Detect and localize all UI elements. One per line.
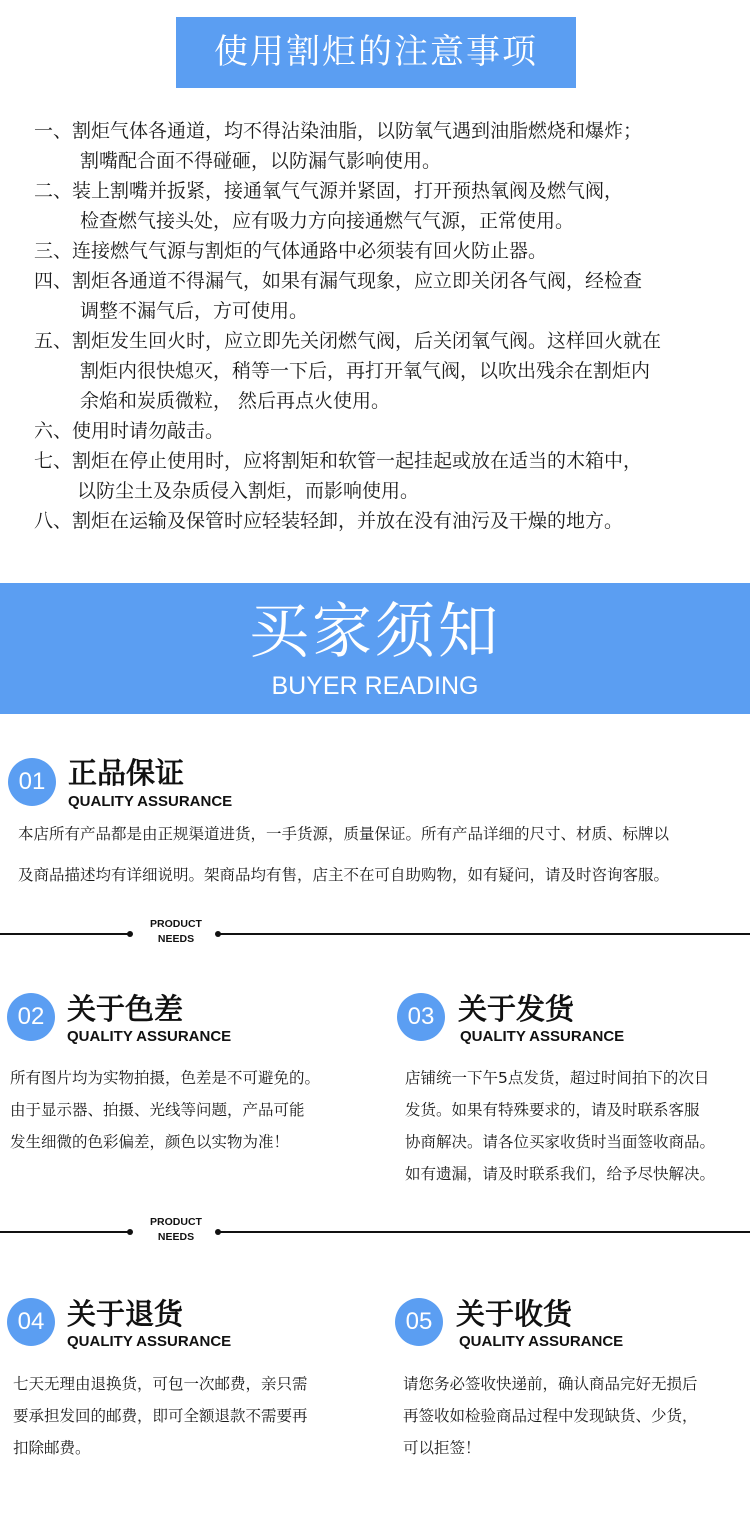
divider-product-needs — [0, 917, 750, 951]
section-text-line: 要承担发回的邮费，即可全额退款不需要再 — [13, 1407, 308, 1425]
section-text-line: 扣除邮费。 — [13, 1439, 91, 1457]
section-subtitle: QUALITY ASSURANCE — [68, 793, 233, 810]
section-subtitle: QUALITY ASSURANCE — [459, 1333, 624, 1350]
divider-label-line: NEEDS — [157, 933, 195, 945]
banner-subtitle: BUYER READING — [271, 672, 479, 700]
notice-line: 七、割炬在停止使用时，应将割矩和软管一起挂起或放在适当的木箱中， — [34, 450, 643, 472]
section-title: 关于收货 — [456, 1297, 573, 1331]
section-text-line: 及商品描述均有详细说明。架商品均有售，店主不在可自助购物，如有疑问，请及时咨询客服。 — [18, 866, 670, 884]
section-title: 关于色差 — [67, 992, 184, 1026]
divider-line-left — [0, 933, 128, 935]
section-number: 02 — [7, 993, 55, 1041]
buyer-reading-banner — [0, 583, 750, 714]
divider-label-line: PRODUCT — [150, 918, 202, 930]
divider-dot-left — [127, 931, 133, 937]
divider-product-needs — [0, 1215, 750, 1249]
section-text-line: 发生细微的色彩偏差，颜色以实物为准！ — [10, 1133, 290, 1151]
divider-line-left — [0, 1231, 128, 1233]
divider-label — [143, 1215, 209, 1245]
section-subtitle: QUALITY ASSURANCE — [460, 1028, 625, 1045]
section-number: 01 — [8, 758, 56, 806]
section-number: 04 — [7, 1298, 55, 1346]
section-subtitle: QUALITY ASSURANCE — [67, 1028, 232, 1045]
section-text-line: 协商解决。请各位买家收货时当面签收商品。 — [405, 1133, 716, 1151]
notice-line: 六、使用时请勿敲击。 — [34, 420, 225, 442]
section-title: 关于退货 — [67, 1297, 184, 1331]
notice-line: 余焰和炭质微粒， 然后再点火使用。 — [80, 390, 391, 412]
section-text-line: 再签收如检验商品过程中发现缺货、少货， — [403, 1407, 698, 1425]
notice-line: 一、割炬气体各通道，均不得沾染油脂，以防氧气遇到油脂燃烧和爆炸； — [34, 120, 643, 142]
notice-title: 使用割炬的注意事项 — [176, 17, 576, 88]
divider-line-right — [218, 1231, 750, 1233]
section-text-line: 如有遗漏，请及时联系我们，给予尽快解决。 — [405, 1165, 716, 1183]
divider-dot-right — [215, 931, 221, 937]
notice-line: 割嘴配合面不得碰砸，以防漏气影响使用。 — [80, 150, 442, 172]
banner-title: 买家须知 — [249, 597, 501, 667]
section-number: 03 — [397, 993, 445, 1041]
divider-label-line: NEEDS — [157, 1231, 195, 1243]
notice-line: 调整不漏气后，方可使用。 — [80, 300, 309, 322]
notice-line: 八、割炬在运输及保管时应轻装轻卸，并放在没有油污及干燥的地方。 — [34, 510, 624, 532]
section-text-line: 请您务必签收快递前，确认商品完好无损后 — [403, 1375, 698, 1393]
divider-dot-right — [215, 1229, 221, 1235]
section-subtitle: QUALITY ASSURANCE — [67, 1333, 232, 1350]
notice-line: 五、割炬发生回火时，应立即先关闭燃气阀，后关闭氧气阀。这样回火就在 — [34, 330, 662, 352]
section-text-line: 本店所有产品都是由正规渠道进货，一手货源，质量保证。所有产品详细的尺寸、材质、标牌以 — [18, 825, 670, 843]
section-text-line: 店铺统一下午5点发货，超过时间拍下的次日 — [405, 1069, 710, 1087]
section-text-line: 所有图片均为实物拍摄，色差是不可避免的。 — [10, 1069, 321, 1087]
divider-dot-left — [127, 1229, 133, 1235]
notice-line: 割炬内很快熄灭，稍等一下后，再打开氧气阀，以吹出残余在割炬内 — [80, 360, 651, 382]
divider-line-right — [218, 933, 750, 935]
divider-label — [143, 917, 209, 947]
notice-line: 二、装上割嘴并扳紧，接通氧气气源并紧固，打开预热氧阀及燃气阀， — [34, 180, 624, 202]
section-text-line: 可以拒签！ — [403, 1439, 481, 1457]
section-text-line: 由于显示器、拍摄、光线等问题，产品可能 — [10, 1101, 305, 1119]
notice-line: 检查燃气接头处，应有吸力方向接通燃气气源，正常使用。 — [80, 210, 575, 232]
notice-line: 三、连接燃气气源与割炬的气体通路中必须装有回火防止器。 — [34, 240, 548, 262]
section-title: 关于发货 — [458, 992, 575, 1026]
section-text-line: 发货。如果有特殊要求的，请及时联系客服 — [405, 1101, 700, 1119]
notice-line: 四、割炬各通道不得漏气，如果有漏气现象，应立即关闭各气阀，经检查 — [34, 270, 643, 292]
section-number: 05 — [395, 1298, 443, 1346]
divider-label-line: PRODUCT — [150, 1216, 202, 1228]
section-title: 正品保证 — [68, 756, 185, 790]
notice-line: 以防尘土及杂质侵入割炬，而影响使用。 — [77, 480, 420, 502]
section-text-line: 七天无理由退换货，可包一次邮费，亲只需 — [13, 1375, 308, 1393]
